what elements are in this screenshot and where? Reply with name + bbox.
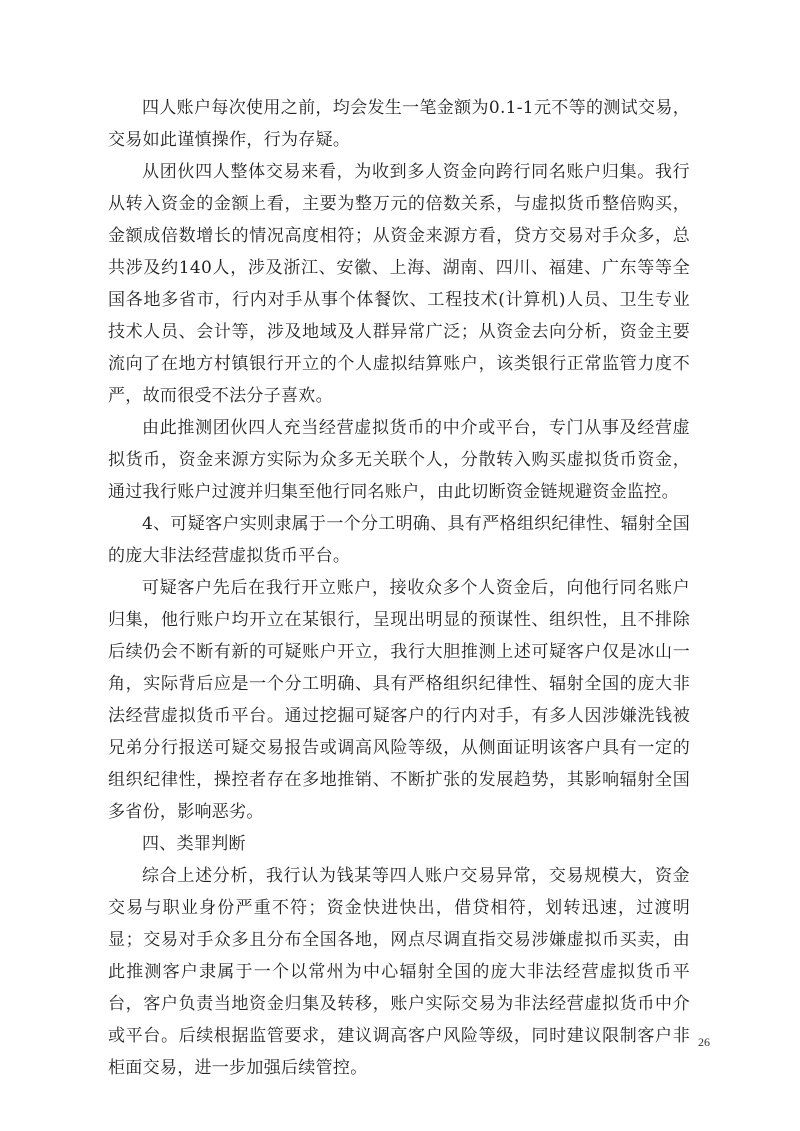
page-number: 26 bbox=[698, 1035, 710, 1049]
section-heading-crime-classification: 四、类罪判断 bbox=[142, 834, 246, 854]
paragraph-conclusion: 综合上述分析，我行认为钱某等四人账户交易异常，交易规模大，资金交易与职业身份严重不符；资金快进快出，借贷相符，划转迅速，过渡明显；交易对手众多且分布全国各地，网点尽调直指交易涉嫌虚拟币买卖，由此推测客户隶属于一个以常州为中心辐射全国的庞大非法经营虚拟货币平台，客户负责当地资金归集及转移，账户实际交易为非法经营虚拟货币中介或平台。后续根据监管要求，建议调高客户风险等级，同时建议限制客户非柜面交易，进一步加强后续管控。 bbox=[108, 866, 690, 1078]
document-body bbox=[108, 92, 690, 1084]
paragraph-intermediary-inference: 由此推测团伙四人充当经营虚拟货币的中介或平台，专门从事及经营虚拟货币，资金来源方实际为众多无关联个人，分散转入购买虚拟货币资金，通过我行账户过渡并归集至他行同名账户，由此切断资金链规避资金监控。 bbox=[108, 418, 690, 502]
paragraph-test-transactions: 四人账户每次使用之前，均会发生一笔金额为0.1-1元不等的测试交易，交易如此谨慎操作，行为存疑。 bbox=[108, 98, 690, 150]
paragraph-platform-analysis: 可疑客户先后在我行开立账户，接收众多个人资金后，向他行同名账户归集，他行账户均开立在某银行，呈现出明显的预谋性、组织性，且不排除后续仍会不断有新的可疑账户开立，我行大胆推测上述可疑客户仅是冰山一角，实际背后应是一个分工明确、具有严格组织纪律性、辐射全国的庞大非法经营虚拟货币平台。通过挖掘可疑客户的行内对手，有多人因涉嫌洗钱被兄弟分行报送可疑交易报告或调高风险等级，从侧面证明该客户具有一定的组织纪律性，操控者存在多地推销、不断扩张的发展趋势，其影响辐射全国多省份，影响恶劣。 bbox=[108, 578, 690, 822]
paragraph-point-4-heading: 4、可疑客户实则隶属于一个分工明确、具有严格组织纪律性、辐射全国的庞大非法经营虚拟货币平台。 bbox=[108, 514, 690, 566]
paragraph-fund-aggregation: 从团伙四人整体交易来看，为收到多人资金向跨行同名账户归集。我行从转入资金的金额上看，主要为整万元的倍数关系，与虚拟货币整倍购买，金额成倍数增长的情况高度相符；从资金来源方看，贷方交易对手众多，总共涉及约140人，涉及浙江、安徽、上海、湖南、四川、福建、广东等等全国各地多省市，行内对手从事个体餐饮、工程技术(计算机)人员、卫生专业技术人员、会计等，涉及地域及人群异常广泛；从资金去向分析，资金主要流向了在地方村镇银行开立的个人虚拟结算账户，该类银行正常监管力度不严，故而很受不法分子喜欢。 bbox=[108, 162, 690, 406]
